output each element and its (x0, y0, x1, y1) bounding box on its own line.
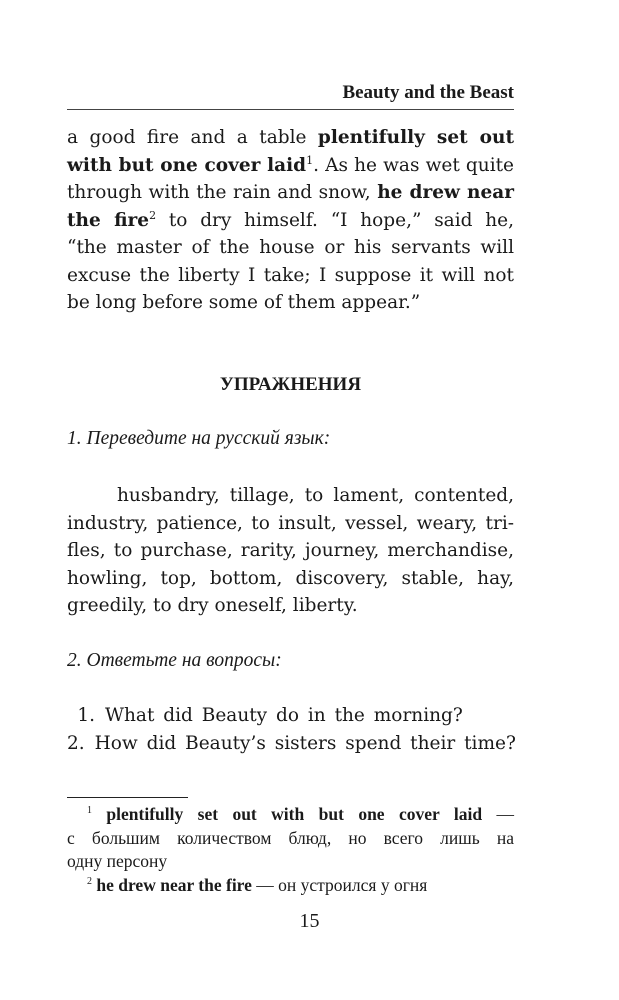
section-title: УПРАЖНЕНИЯ (219, 374, 362, 395)
footnote-mark: 1 (87, 805, 92, 817)
text-line (67, 207, 514, 235)
question-number: 2. (67, 733, 85, 754)
vocabulary-list (67, 482, 514, 620)
bold-term: he drew near (377, 182, 514, 203)
running-head: Beauty and the Beast (342, 82, 514, 103)
vocab-line: greedily, to dry oneself, liberty. (67, 595, 358, 616)
vocab-line: industry, patience, to insult, vessel, weary, tri- (67, 512, 514, 534)
footnote-ref: 1 (306, 153, 314, 167)
question-item (67, 702, 514, 730)
header-rule (67, 109, 514, 110)
footnote-1 (67, 803, 514, 827)
footnote-term: he drew near the fire (96, 874, 252, 895)
footnote-ref: 2 (149, 208, 157, 222)
footnote-translation: — он устроился у огня (251, 874, 428, 895)
text-run: a good fire and a table (67, 127, 318, 148)
bold-term: with but one cover laid (67, 154, 307, 176)
page-number: 15 (299, 910, 320, 932)
task-2-title: 2. Ответьте на вопросы: (67, 650, 282, 671)
footnote-term: plentifully set out with but one cover laid (106, 804, 483, 824)
footnote-dash: — (482, 804, 514, 824)
vocab-line: fles, to purchase, rarity, journey, merchandise, (67, 540, 514, 561)
text-line: “the master of the house or his servants will (67, 237, 514, 258)
question-list (67, 702, 514, 758)
question-item (67, 730, 514, 758)
text-run: through with the rain and snow, (67, 182, 378, 203)
text-line (67, 152, 514, 180)
question-number: 1. (77, 705, 95, 726)
footnote-line: одну персону (67, 851, 168, 871)
text-line (67, 124, 514, 152)
bold-term: the fire (67, 209, 150, 231)
task-1-title: 1. Переведите на русский язык: (67, 428, 331, 449)
text-line: be long before some of them appear.” (67, 292, 421, 313)
text-line (67, 179, 514, 207)
text-line: excuse the liberty I take; I suppose it will not (67, 264, 514, 286)
footnote-rule (67, 797, 188, 798)
text-run: . As he was wet quite (313, 154, 514, 176)
footnotes (67, 803, 514, 897)
question-text: What did Beauty do in the morning? (105, 705, 463, 726)
footnote-2 (67, 874, 514, 898)
footnote-mark: 2 (87, 875, 92, 887)
question-text: How did Beauty’s sisters spend their time? (94, 733, 516, 754)
bold-term: plentifully set out (317, 127, 514, 148)
story-paragraph (67, 124, 514, 317)
text-run: to dry himself. “I hope,” said he, (156, 209, 514, 231)
footnote-line: с большим количеством блюд, но всего лишь на (67, 827, 514, 848)
vocab-line: howling, top, bottom, discovery, stable, hay, (67, 567, 514, 589)
vocab-line: husbandry, tillage, to lament, contented, (117, 485, 514, 506)
